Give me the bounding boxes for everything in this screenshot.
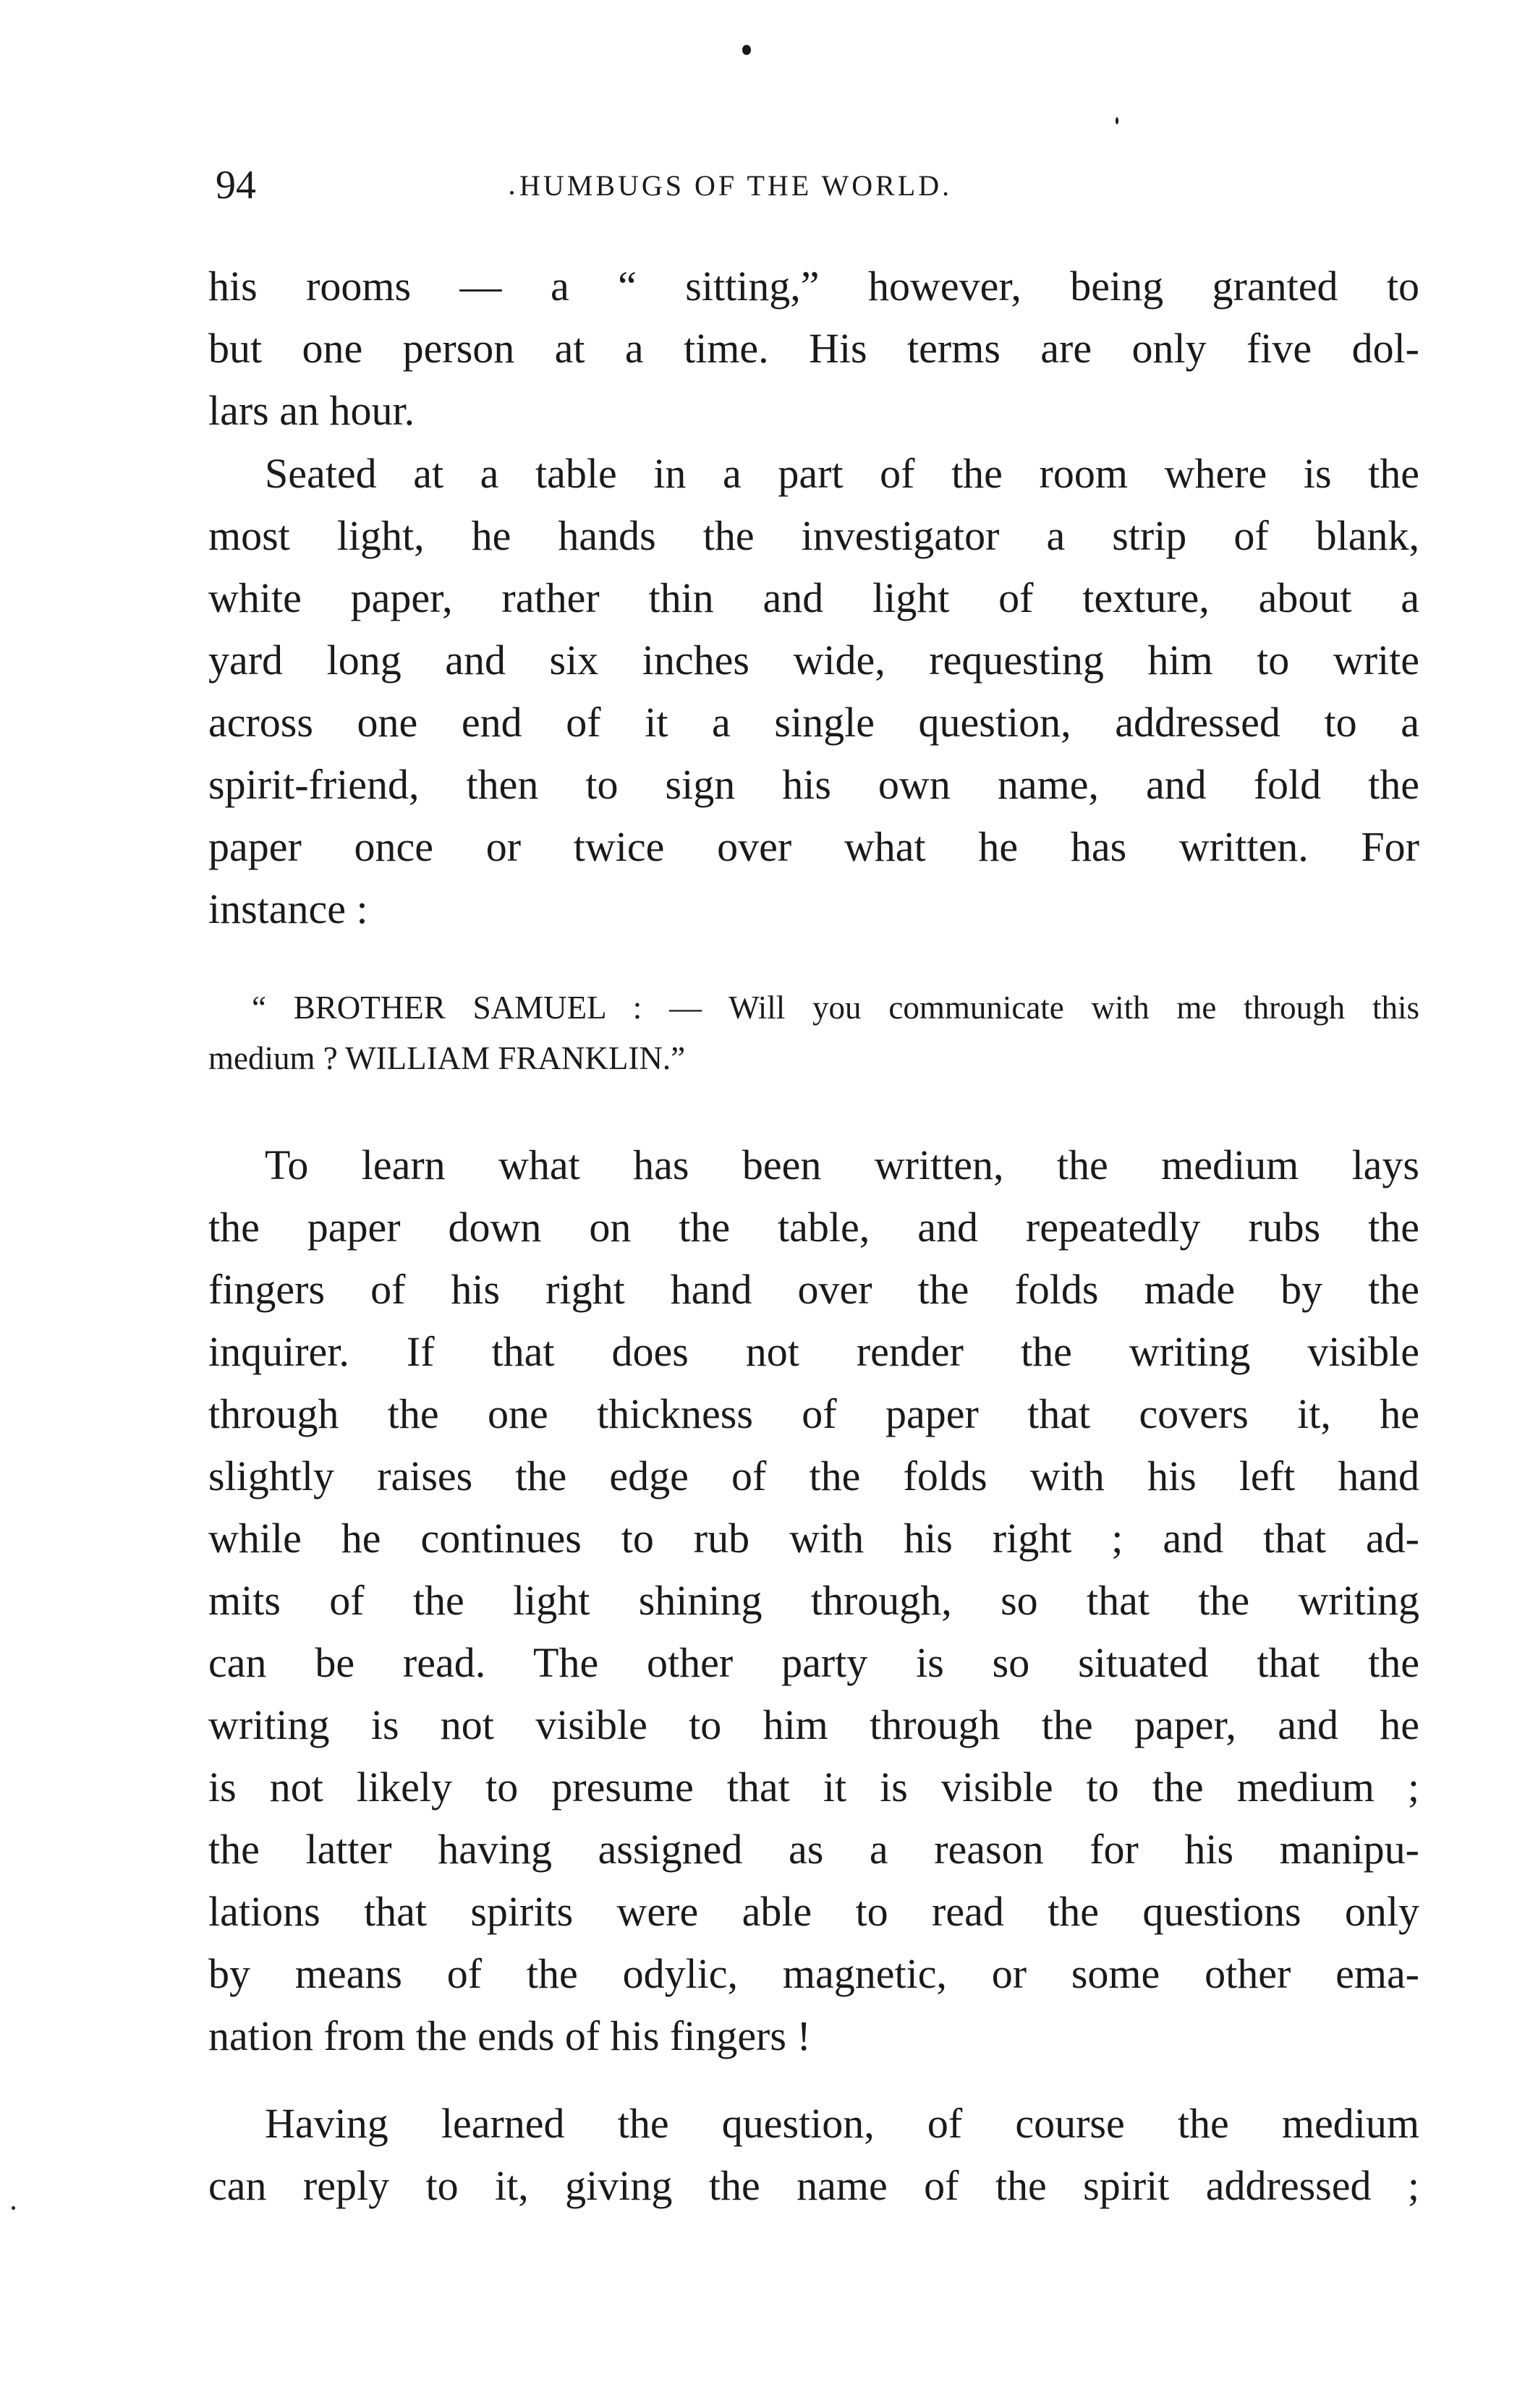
ink-speck: [1116, 117, 1118, 124]
text-line: fingers of his right hand over the folds made by the: [208, 1266, 1419, 1313]
ink-speck: [742, 45, 751, 55]
text-line: yard long and six inches wide, requesting him to write: [208, 637, 1419, 684]
text-line: paper once or twice over what he has written. For: [208, 823, 1419, 870]
text-line: can reply to it, giving the name of the spirit addressed ;: [208, 2162, 1419, 2209]
text-line: is not likely to presume that it is visible to the medium ;: [208, 1764, 1419, 1811]
paragraph-2: [208, 443, 1419, 940]
running-head: [216, 156, 1416, 214]
text-line: through the one thickness of paper that covers it, he: [208, 1390, 1419, 1437]
text-line: inquirer. If that does not render the writing visible: [208, 1328, 1419, 1375]
text-line: across one end of it a single question, addressed to a: [208, 699, 1419, 746]
text-line: the latter having assigned as a reason for his manipu-: [208, 1826, 1419, 1873]
page-number: 94: [216, 163, 256, 208]
paragraph-4: [208, 2093, 1419, 2217]
text-line: most light, he hands the investigator a strip of blank,: [208, 512, 1419, 559]
text-line: Seated at a table in a part of the room where is the: [265, 450, 1419, 497]
text-line: nation from the ends of his fingers !: [208, 2012, 811, 2059]
quote-line: “ BROTHER SAMUEL : — Will you communicate with me through this: [252, 990, 1419, 1026]
text-line: while he continues to rub with his right ; and that ad-: [208, 1515, 1419, 1562]
text-line: his rooms — a “ sitting,” however, being granted to: [208, 263, 1419, 310]
paragraph-3: [208, 1134, 1419, 2067]
quote-line: medium ? WILLIAM FRANKLIN.”: [208, 1040, 686, 1076]
block-quote: [208, 982, 1419, 1084]
text-line: can be read. The other party is so situated that the: [208, 1639, 1419, 1686]
text-line: by means of the odylic, magnetic, or some other ema-: [208, 1950, 1419, 1997]
text-line: lars an hour.: [208, 387, 415, 434]
text-line: mits of the light shining through, so that the writing: [208, 1577, 1419, 1624]
text-line: the paper down on the table, and repeatedly rubs the: [208, 1204, 1419, 1251]
ink-speck: [12, 2206, 15, 2210]
text-line: white paper, rather thin and light of texture, about a: [208, 574, 1419, 621]
text-line: lations that spirits were able to read the questions only: [208, 1888, 1419, 1935]
text-line: spirit-friend, then to sign his own name, and fold the: [208, 761, 1419, 808]
text-line: but one person at a time. His terms are only five dol-: [208, 325, 1419, 372]
text-line: instance :: [208, 885, 368, 932]
text-line: writing is not visible to him through the paper, and he: [208, 1701, 1419, 1748]
text-line: slightly raises the edge of the folds with his left hand: [208, 1452, 1419, 1499]
running-title: HUMBUGS OF THE WORLD.: [519, 169, 953, 202]
paragraph-1: [208, 255, 1419, 442]
text-line: To learn what has been written, the medium lays: [265, 1141, 1419, 1188]
text-line: Having learned the question, of course the medium: [265, 2100, 1419, 2147]
